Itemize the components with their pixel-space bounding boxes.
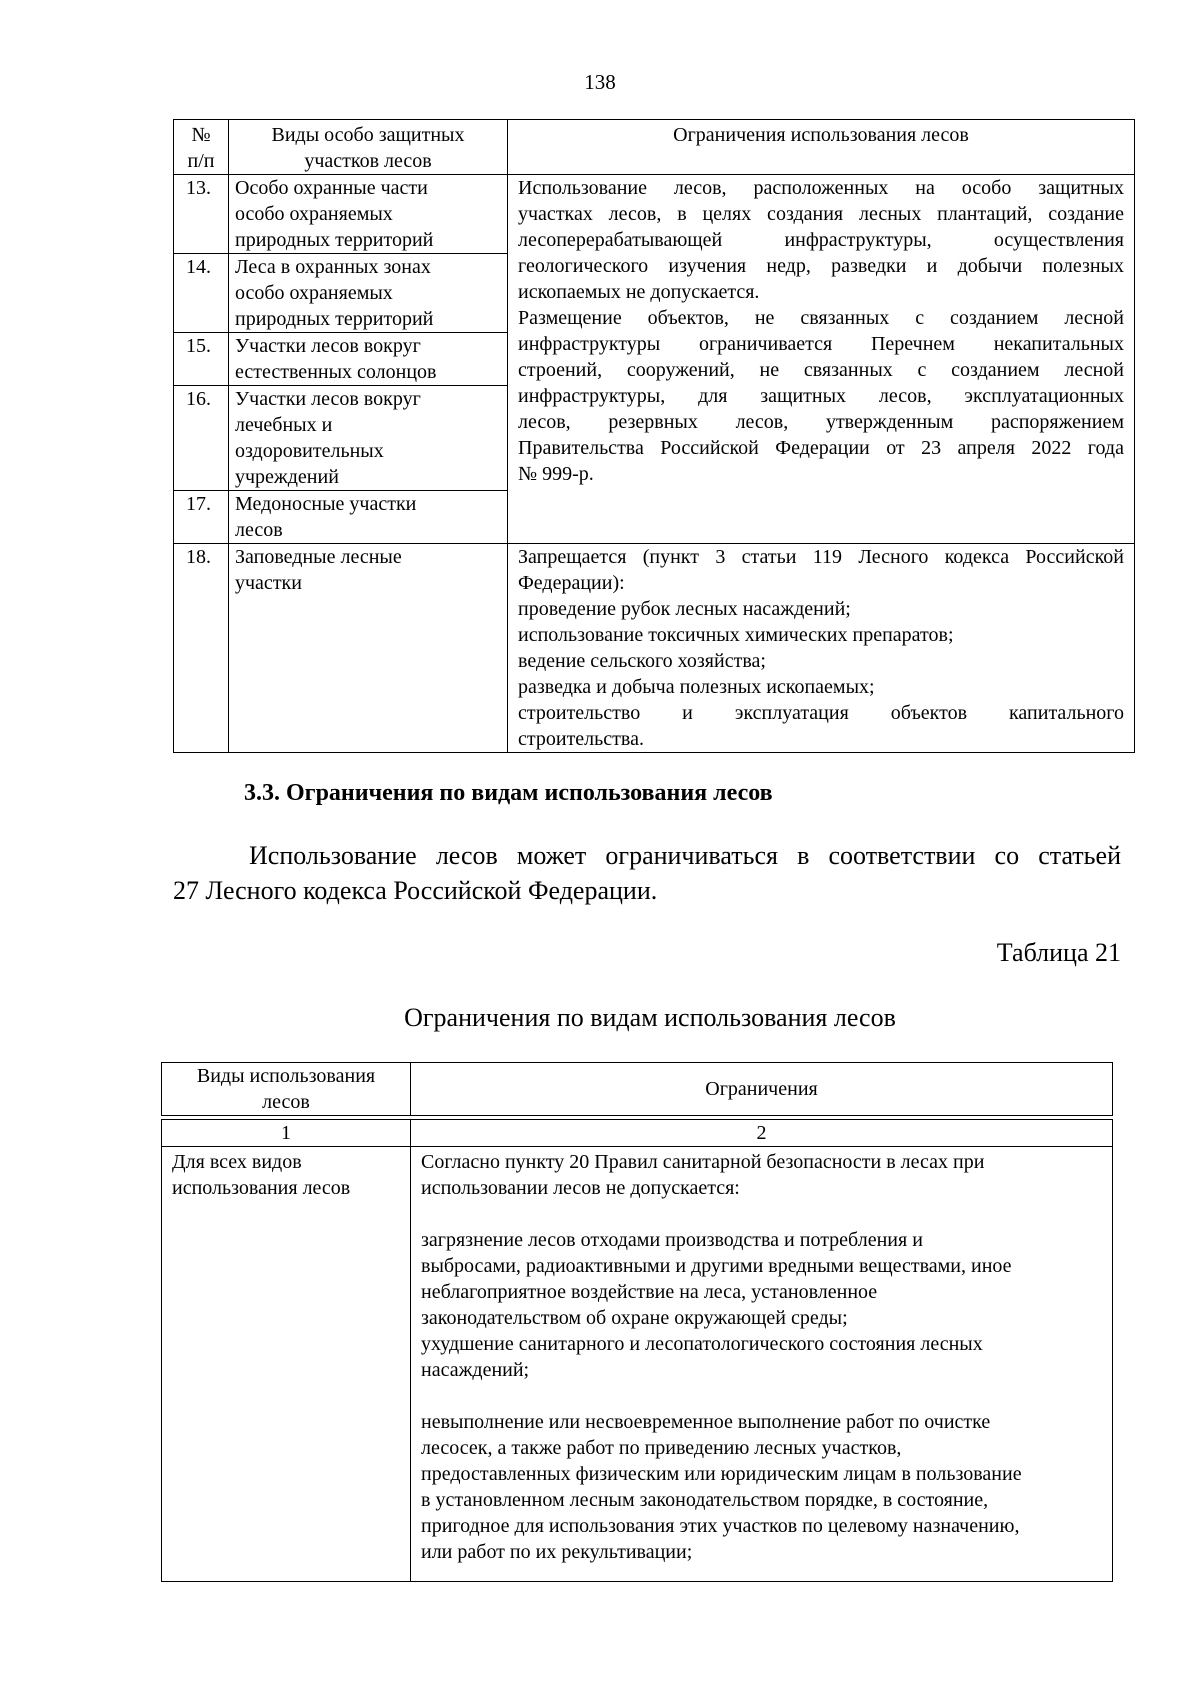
header-line: лесов [262,1091,310,1113]
cell-line: Федерации): [518,572,625,594]
cell-line: предоставленных физическим или юридическим лицам в пользование [421,1463,1022,1485]
table-row [174,544,1135,753]
cell-line: Для всех видов [172,1151,302,1173]
cell-line: ухудшение санитарного и лесопатологического состояния лесных [421,1333,983,1355]
cell-line: невыполнение или несвоевременное выполнение работ по очистке [421,1411,991,1433]
row-area-type [229,333,508,386]
paragraph-line: Использование лесов может ограничиваться в соответствии со статьей [249,841,1121,870]
header-restrictions: Ограничения использования лесов [508,120,1135,175]
paragraph-line: 27 Лесного кодекса Российской Федерации. [173,876,658,905]
table-row [174,175,1135,254]
cell-line: Использование лесов, расположенных на особо защитных [518,177,1124,199]
cell-line: инфраструктуры, для защитных лесов, эксплуатационных [518,385,1124,407]
cell-line: геологического изучения недр, разведки и добычи полезных [518,255,1124,277]
cell-line: Запрещается (пункт 3 статьи 119 Лесного кодекса Российской [518,546,1124,568]
merged-restriction-cell [508,175,1135,544]
cell-line: особо охраняемых [235,203,393,225]
table-header [161,1062,1113,1116]
row-number: 13. [174,175,229,254]
cell-line: разведка и добыча полезных ископаемых; [518,676,875,698]
table-header-row [174,120,1135,175]
cell-line: Медоносные участки [235,493,417,515]
cell-line: пригодное для использования этих участков по целевому назначению, [421,1515,1020,1537]
table-title: Ограничения по видам использования лесов [404,1003,896,1032]
cell-line: участки [235,572,302,594]
cell-line: строительство и эксплуатация объектов капитального [518,702,1124,724]
cell-line: неблагоприятное воздействие на леса, установленное [421,1281,878,1303]
table-row [162,1147,1113,1582]
header-num-line: № [191,124,211,146]
cell-line: Особо охранные части [235,177,428,199]
restriction-cell [411,1147,1113,1582]
header-type-line: участков лесов [304,150,432,172]
row-number: 15. [174,333,229,386]
cell-line: или работ по их рекультивации; [421,1541,693,1563]
row18-restriction-cell [508,544,1135,753]
table-number-label: Таблица 21 [996,938,1121,967]
cell-line: участках лесов, в целях создания лесных плантаций, создание [518,203,1124,225]
cell-line: насаждений; [421,1359,530,1381]
cell-line: строений, сооружений, не связанных с созданием лесной [518,359,1124,381]
protective-areas-table [173,119,1135,753]
section-paragraph [173,838,1121,908]
cell-line: Согласно пункту 20 Правил санитарной безопасности в лесах при [421,1151,985,1173]
header-num [174,120,229,175]
header-restrictions: Ограничения [411,1063,1113,1116]
column-number: 1 [162,1120,411,1147]
column-number-row [162,1120,1113,1147]
cell-line: Участки лесов вокруг [235,335,421,357]
section-heading: 3.3. Ограничения по видам использования лесов [244,780,773,806]
cell-line: Участки лесов вокруг [235,388,421,410]
cell-line: в установленном лесным законодательством порядке, в состояние, [421,1489,989,1511]
row-area-type [229,491,508,544]
column-numbers [161,1119,1113,1147]
cell-line: использовании лесов не допускается: [421,1177,740,1199]
row-number: 17. [174,491,229,544]
cell-line: проведение рубок лесных насаждений; [518,598,851,620]
cell-line: оздоровительных [235,440,384,462]
cell-line: загрязнение лесов отходами производства и потребления и [421,1229,923,1251]
cell-line: строительства. [518,728,644,750]
cell-line: особо охраняемых [235,282,393,304]
usage-type-cell [162,1147,411,1582]
cell-line: лесоперерабатывающей инфраструктуры, осуществления [518,229,1124,251]
cell-line: ведение сельского хозяйства; [518,650,766,672]
header-type-line: Виды особо защитных [271,124,465,146]
cell-line: Леса в охранных зонах [235,256,431,278]
row-area-type [229,175,508,254]
cell-line: лесов, резервных лесов, утвержденным распоряжением [518,411,1124,433]
cell-line: Правительства Российской Федерации от 23 апреля 2022 года [518,437,1124,459]
cell-line: лесосек, а также работ по приведению лесных участков, [421,1437,902,1459]
header-line: Виды использования [196,1065,376,1087]
table-header-row [162,1063,1113,1116]
row-area-type [229,544,508,753]
cell-line: естественных солонцов [235,361,437,383]
row-number: 16. [174,386,229,491]
cell-line: законодательством об охране окружающей среды; [421,1307,848,1329]
cell-line: использования лесов [172,1177,351,1199]
cell-line: лечебных и [235,414,333,436]
row-area-type [229,254,508,333]
cell-line: ископаемых не допускается. [518,281,760,303]
restrictions-table [161,1062,1112,1582]
header-usage-type [162,1063,411,1116]
page-number: 138 [584,70,616,94]
cell-line: инфраструктуры ограничивается Перечнем некапитальных [518,333,1124,355]
row-area-type [229,386,508,491]
cell-line: Размещение объектов, не связанных с созданием лесной [518,307,1124,329]
row-number: 14. [174,254,229,333]
header-num-line: п/п [187,150,215,172]
cell-line: природных территорий [235,308,434,330]
cell-line: Заповедные лесные [235,546,402,568]
cell-line: выбросами, радиоактивными и другими вредными веществами, иное [421,1255,1012,1277]
row-number: 18. [174,544,229,753]
cell-line: № 999-р. [518,463,594,485]
cell-line: лесов [235,519,283,541]
cell-line: учреждений [235,466,339,488]
header-area-type [229,120,508,175]
column-number: 2 [411,1120,1113,1147]
cell-line: использование токсичных химических препаратов; [518,624,954,646]
table-body [161,1146,1113,1582]
cell-line: природных территорий [235,229,434,251]
